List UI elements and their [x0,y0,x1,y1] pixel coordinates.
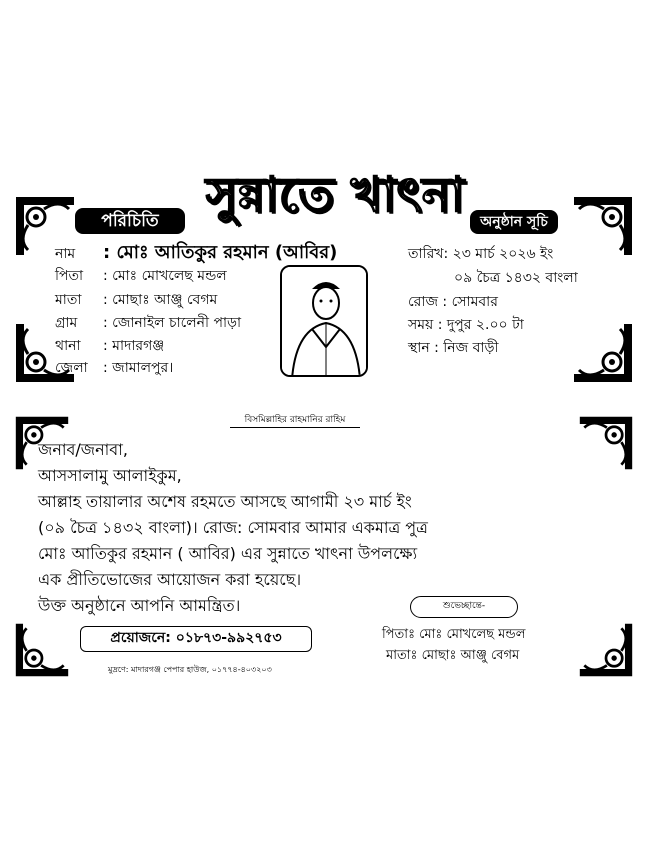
label: পিতা [55,268,84,284]
value: : মোঃ আতিকুর রহমান (আবির) [103,242,338,263]
date-label: তারিখ: [408,246,449,262]
letter-line: উক্ত অনুষ্ঠানে আপনি আমন্ত্রিত। [38,596,241,615]
label: থানা [55,338,81,354]
intro-row-father [55,264,227,288]
label: গ্রাম [55,315,78,331]
intro-heading: পরিচিতি [75,208,185,234]
label: মাতা [55,292,82,308]
letter-line: মোঃ আতিকুর রহমান ( আবির) এর সুন্নাতে খাৎনা উপলক্ষ্যে [38,544,418,563]
label: জেলা [55,360,88,376]
schedule-date-bangla: ০৯ চৈত্র ১৪৩২ বাংলা [454,270,578,286]
schedule-day: রোজ : সোমবার [408,294,498,310]
letter-line: জনাব/জনাবা, [38,440,128,459]
signature-mother: মাতাঃ মোছাঃ আঞ্জু বেগম [386,648,520,663]
child-photo [280,265,368,377]
value: : জোনাইল চালেনী পাড়া [103,315,242,331]
corner-ornament-icon [578,622,634,678]
contact-phone: প্রয়োজনে: ০১৮৭৩-৯৯২৭৫৩ [80,626,312,652]
letter-line: (০৯ চৈত্র ১৪৩২ বাংলা)। রোজ: সোমবার আমার একমাত্র পুত্র [38,518,428,537]
label: নাম [55,246,76,262]
corner-ornament-icon [572,322,634,384]
intro-row-mother [55,288,217,312]
signature-father: পিতাঃ মোঃ মোখলেছ মন্ডল [382,627,526,642]
intro-row-village [55,311,241,335]
title: সুন্নাতে খাৎনা [205,167,465,223]
date-value: ২৩ মার্চ ২০২৬ ইং [452,246,554,262]
value: : মোঃ মোখলেছ মন্ডল [103,268,227,284]
value: : জামালপুর। [103,360,174,376]
corner-ornament-icon [578,415,634,471]
intro-row-district [55,356,173,380]
printer-credit: মুদ্রণে: মাদারগঞ্জ পেপার হাউজ, ০১৭৭৪-৪০৩২০৩ [108,665,272,674]
letter-line: আসসালামু আলাইকুম, [38,466,182,485]
corner-ornament-icon [14,622,70,678]
value: : মোছাঃ আঞ্জু বেগম [103,292,218,308]
letter-line: এক প্রীতিভোজের আয়োজন করা হয়েছে। [38,570,302,589]
schedule-place: স্থান : নিজ বাড়ী [408,340,499,356]
schedule-heading: অনুষ্ঠান সূচি [470,210,558,234]
schedule-time: সময় : দুপুর ২.০০ টা [408,317,524,333]
letter-line: আল্লাহ তায়ালার অশেষ রহমতে আসছে আগামী ২৩ মার্চ ইং [38,492,412,511]
bismillah: বিসমিল্লাহির রাহমানির রাহিম [230,412,360,428]
intro-row-thana [55,334,164,358]
greeting-ornament: শুভেচ্ছান্তে- [410,596,518,618]
schedule-date [408,242,553,266]
value: : মাদারগঞ্জ [103,338,165,354]
corner-ornament-icon [572,195,634,257]
